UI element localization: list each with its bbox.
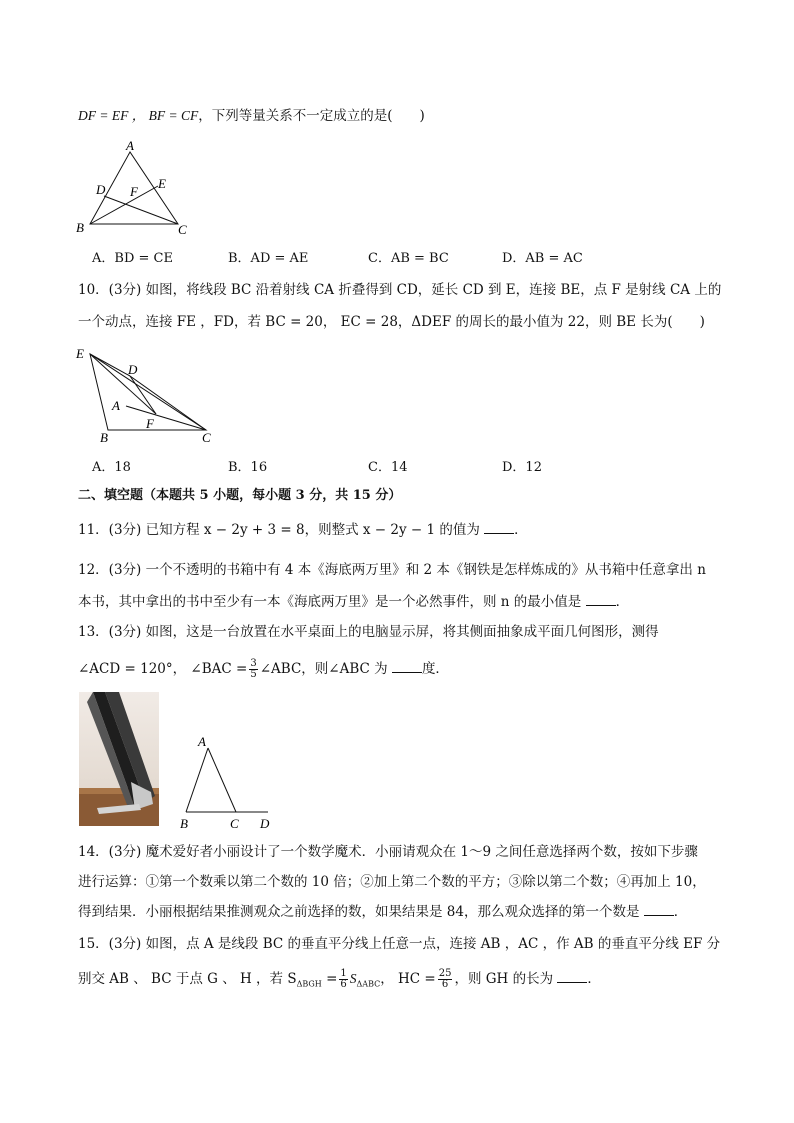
q10-option-c: C．14 (368, 460, 408, 475)
q13-label-a: A (198, 734, 206, 749)
q14-line-1: 14．(3分) 魔术爱好者小丽设计了一个数学魔术．小丽请观众在 1～9 之间任意选择两个数，按如下步骤 (78, 844, 698, 860)
section-2-title: 二、填空题（本题共 5 小题，每小题 3 分，共 15 分） (78, 488, 402, 503)
q13-figure (178, 734, 278, 834)
q9-label-e: E (158, 176, 166, 191)
q13-end: 度． (421, 661, 449, 677)
q9-option-d: D．AB = AC (502, 251, 583, 266)
q10-line-1: 10．(3分) 如图，将线段 BC 沿着射线 CA 折叠得到 CD，延长 CD 到 E，连接 BE，点 F 是射线 CA 上的 (78, 282, 722, 298)
q10-label-c: C (202, 430, 211, 445)
q15-frac2-den: 6 (441, 979, 449, 990)
q10-option-d: D．12 (502, 460, 542, 475)
q9-option-a: A．BD = CE (92, 251, 173, 266)
q15-fraction-2 (438, 969, 453, 990)
q9-option-b: B．AD = AE (228, 251, 309, 266)
q15-frac2-num: 25 (438, 968, 452, 979)
q9-label-d: D (96, 182, 106, 197)
q15-frac1-den: 6 (340, 979, 347, 990)
q12-line-1: 12．(3分) 一个不透明的书箱中有 4 本《海底两万里》和 2 本《钢铁是怎样炼成的》从书箱中任意拿出 n (78, 562, 706, 578)
q10-option-a: A．18 (92, 460, 131, 475)
q10-label-d: D (128, 362, 138, 377)
q13-label-b: B (180, 816, 188, 831)
q13-answer-blank[interactable] (392, 660, 422, 673)
q13-line-1: 13．(3分) 如图，这是一台放置在水平桌面上的电脑显示屏，将其侧面抽象成平面几何图形，测得 (78, 624, 659, 640)
q10-line-2: 一个动点，连接 FE ，FD，若 BC = 20， EC = 28，ΔDEF 的周长的最小值为 22，则 BE 长为( ) (78, 314, 705, 330)
q11-end: ． (514, 522, 528, 538)
q15-part-b: ， HC = (380, 971, 436, 987)
q11-answer-blank[interactable] (484, 521, 514, 534)
q13-frac-den: 5 (250, 669, 257, 680)
q15-frac1-num: 1 (340, 968, 347, 979)
q14-line-3-text: 得到结果．小丽根据结果推测观众之前选择的数，如果结果是 84，那么观众选择的第一个数是 (78, 904, 640, 920)
q9-option-c: C．AB = BC (368, 251, 449, 266)
q15-answer-blank[interactable] (557, 970, 587, 983)
q13-line-2 (78, 654, 449, 684)
q15-eq: = (326, 971, 338, 987)
q12-line-2 (78, 592, 629, 612)
q11 (78, 520, 528, 540)
q13-fraction (249, 659, 257, 680)
q15-sub-1: ΔBGH (296, 979, 322, 989)
q9-stem-text: ，下列等量关系不一定成立的是( ) (198, 108, 425, 124)
q10-label-f: F (146, 416, 154, 431)
q15-part-a: 别交 AB 、 BC 于点 G 、 H ，若 S (78, 971, 297, 987)
q10-label-b: B (100, 430, 108, 445)
q15-end: ． (587, 971, 601, 987)
q14-line-3 (78, 902, 687, 922)
q12-end: ． (615, 594, 630, 610)
q13-label-d: D (260, 816, 270, 831)
q9-label-a: A (126, 138, 134, 153)
q15-s2: S (349, 971, 357, 986)
q13-part-b: ∠ABC，则∠ABC 为 (259, 661, 388, 677)
q13-label-c: C (230, 816, 239, 831)
q9-stem (78, 106, 425, 126)
q10-option-b: B．16 (228, 460, 268, 475)
q12-answer-blank[interactable] (586, 593, 616, 606)
q9-label-c: C (178, 222, 187, 237)
monitor-side-photo (79, 692, 159, 826)
q15-fraction-1 (339, 969, 347, 990)
q15-line-2 (78, 964, 601, 1000)
q14-end: ． (673, 904, 688, 920)
q10-label-e: E (76, 346, 84, 361)
q13-part-a: ∠ACD = 120°， ∠BAC = (78, 661, 248, 677)
q14-answer-blank[interactable] (644, 903, 674, 916)
q11-text: 11．(3分) 已知方程 x − 2y + 3 = 8，则整式 x − 2y − 1 的值为 (78, 522, 480, 538)
q15-line-1: 15．(3分) 如图，点 A 是线段 BC 的垂直平分线上任意一点，连接 AB ，AC ，作 AB 的垂直平分线 EF 分 (78, 936, 721, 952)
q10-figure (72, 344, 222, 444)
q9-label-f: F (130, 184, 138, 199)
q12-line-2-text: 本书，其中拿出的书中至少有一本《海底两万里》是一个必然事件，则 n 的最小值是 (78, 594, 582, 610)
q9-stem-math: DF = EF ， BF = CF (78, 108, 199, 123)
q10-label-a: A (112, 398, 120, 413)
q9-triangle-figure (74, 140, 194, 240)
q13-frac-num: 3 (250, 658, 257, 669)
q15-part-c: ，则 GH 的长为 (454, 971, 554, 987)
q15-sub-2: ΔABC (356, 979, 381, 989)
q9-label-b: B (76, 220, 84, 235)
q14-line-2: 进行运算：①第一个数乘以第二个数的 10 倍；②加上第二个数的平方；③除以第二个数；④再加上 10， (78, 874, 706, 890)
